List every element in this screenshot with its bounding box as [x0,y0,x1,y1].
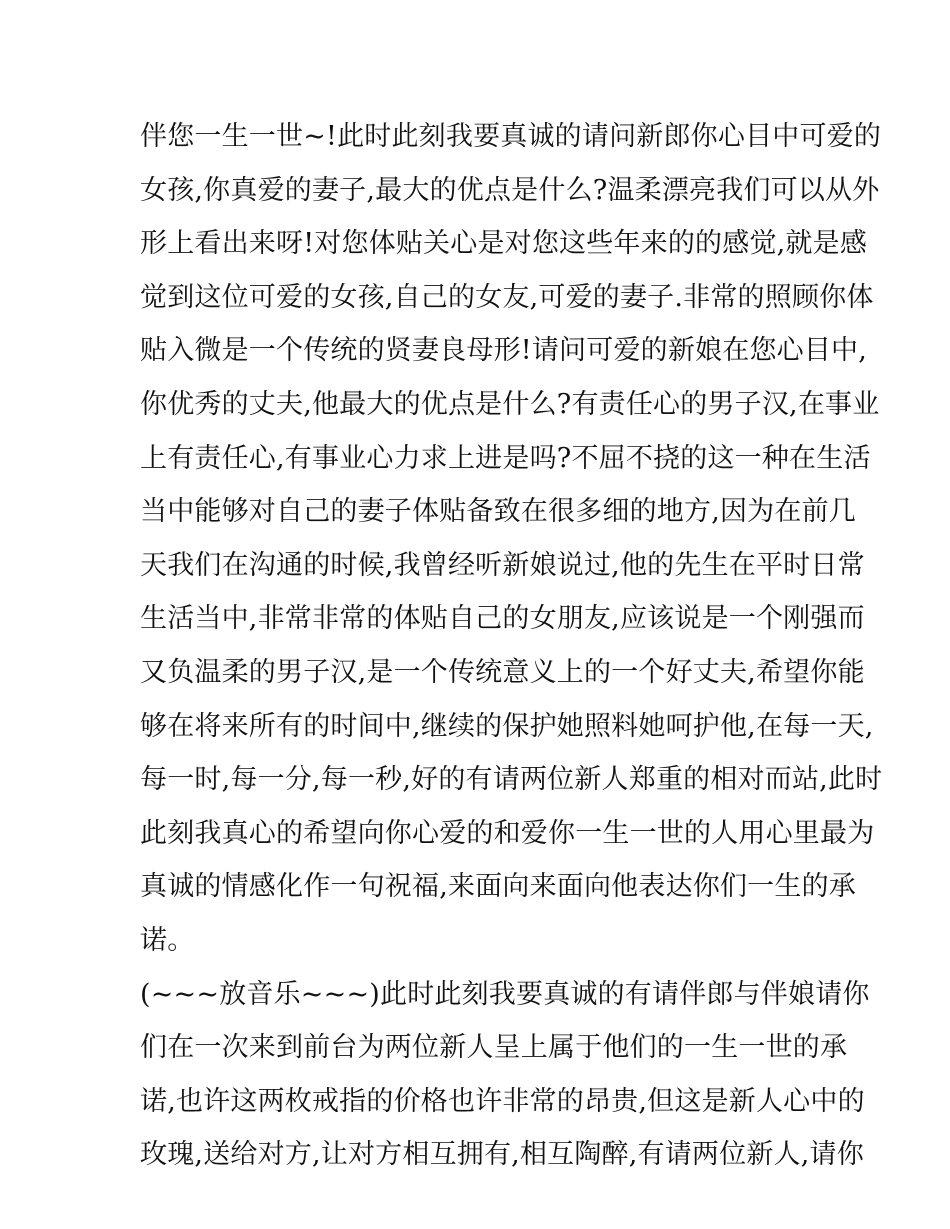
text-line: 真诚的情感化作一句祝福,来面向来面向他表达你们一生的承 [140,871,856,903]
text-line: 诺,也许这两枚戒指的价格也许非常的昂贵,但这是新人心中的 [140,1085,865,1117]
text-line: 贴入微是一个传统的贤妻良母形!请问可爱的新娘在您心目中, [140,335,868,367]
text-line: 女孩,你真爱的妻子,最大的优点是什么?温柔漂亮我们可以从外 [140,174,880,206]
text-line: 够在将来所有的时间中,继续的保护她照料她呵护他,在每一天, [140,710,874,742]
text-line: 诺。 [140,924,195,956]
text-line: 觉到这位可爱的女孩,自己的女友,可爱的妻子.非常的照顾你体 [140,281,874,313]
text-line: 你优秀的丈夫,他最大的优点是什么?有责任心的男子汉,在事业 [140,388,880,420]
text-line: 伴您一生一世~!此时此刻我要真诚的请问新郎你心目中可爱的 [140,121,882,152]
text-line: 每一时,每一分,每一秒,好的有请两位新人郑重的相对而站,此时 [140,764,883,796]
text-line: 生活当中,非常非常的体贴自己的女朋友,应该说是一个刚强而 [140,603,865,635]
body-text [140,110,883,1182]
text-line: 天我们在沟通的时候,我曾经听新娘说过,他的先生在平时日常 [140,549,865,581]
text-line: 此刻我真心的希望向你心爱的和爱你一生一世的人用心里最为 [140,817,875,849]
text-line: 当中能够对自己的妻子体贴备致在很多细的地方,因为在前几 [140,496,856,528]
text-line: 上有责任心,有事业心力求上进是吗?不屈不挠的这一种在生活 [140,442,871,474]
text-line: 又负温柔的男子汉,是一个传统意义上的一个好丈夫,希望你能 [140,656,865,688]
text-line: 们在一次来到前台为两位新人呈上属于他们的一生一世的承 [140,1032,848,1064]
text-line: 形上看出来呀!对您体贴关心是对您这些年来的的感觉,就是感 [140,228,868,260]
text-line: (~~~放音乐~~~)此时此刻我要真诚的有请伴郎与伴娘请你 [140,978,870,1010]
text-line: 玫瑰,送给对方,让对方相互拥有,相互陶醉,有请两位新人,请你 [140,1139,864,1171]
